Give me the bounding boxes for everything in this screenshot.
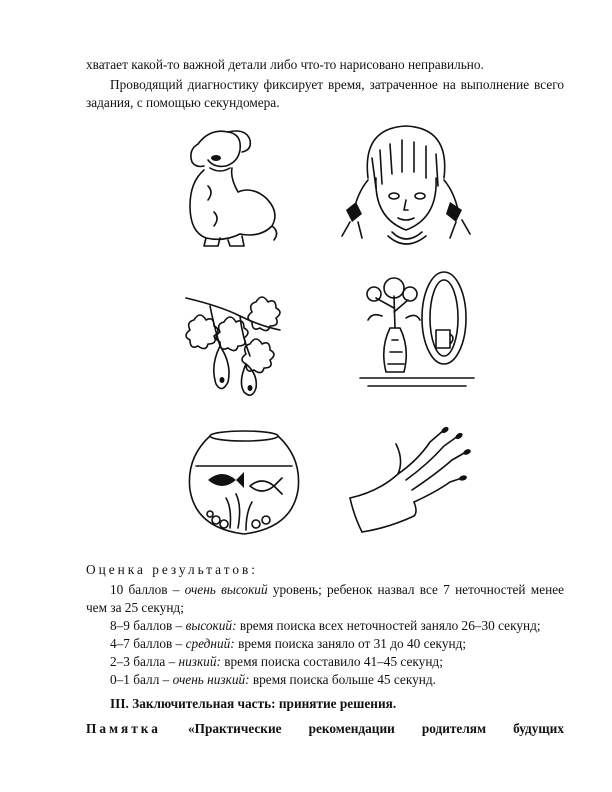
result-text: время поиска больше 45 секунд.: [252, 672, 436, 687]
result-text: время поиска заняло от 31 до 40 секунд;: [238, 636, 467, 651]
memo-line: [86, 720, 564, 738]
result-score: 4–7 баллов –: [110, 636, 183, 651]
result-text: время поиска всех неточностей заняло 26–30 секунд;: [239, 618, 541, 633]
result-item-1: [86, 581, 564, 617]
intro-line: хватает какой-то важной детали либо что-то нарисовано неправильно.: [86, 57, 484, 72]
result-text: время поиска составило 41–45 секунд;: [224, 654, 443, 669]
fishbowl-picture: [186, 428, 302, 540]
intro-paragraph: Проводящий диагностику фиксирует время, затраченное на выполнение всего задания, с помощью секундомера.: [86, 77, 564, 110]
result-level: низкий:: [178, 654, 221, 669]
result-score: 10 баллов –: [110, 582, 180, 597]
memo-word: родителям: [421, 721, 487, 736]
memo-word: «Практические: [187, 721, 282, 736]
result-item-4: [86, 653, 564, 671]
memo-word: будущих: [513, 721, 564, 736]
result-item-5: [86, 671, 564, 689]
result-level: очень низкий:: [172, 672, 250, 687]
branch-picture: [180, 286, 292, 402]
memo-label: Памятка: [86, 721, 161, 736]
memo-word: рекомендации: [308, 721, 395, 736]
dog-picture: [168, 122, 286, 250]
section-heading: III. Заключительная часть: принятие решения.: [110, 696, 397, 711]
result-level: средний:: [185, 636, 235, 651]
result-item-2: [86, 617, 564, 635]
hand-picture: [348, 420, 478, 542]
result-item-3: [86, 635, 564, 653]
vase-mirror-picture: [358, 268, 476, 398]
result-level: высокий:: [185, 618, 237, 633]
result-score: 0–1 балл –: [110, 672, 170, 687]
girl-picture: [332, 118, 480, 256]
result-score: 2–3 балла –: [110, 654, 176, 669]
result-text: уровень; ребенок назвал все 7 неточностей менее чем за 25 секунд;: [86, 582, 565, 615]
result-score: 8–9 баллов –: [110, 618, 183, 633]
results-heading: Оценка результатов:: [86, 562, 258, 577]
result-level: очень высокий: [184, 582, 268, 597]
